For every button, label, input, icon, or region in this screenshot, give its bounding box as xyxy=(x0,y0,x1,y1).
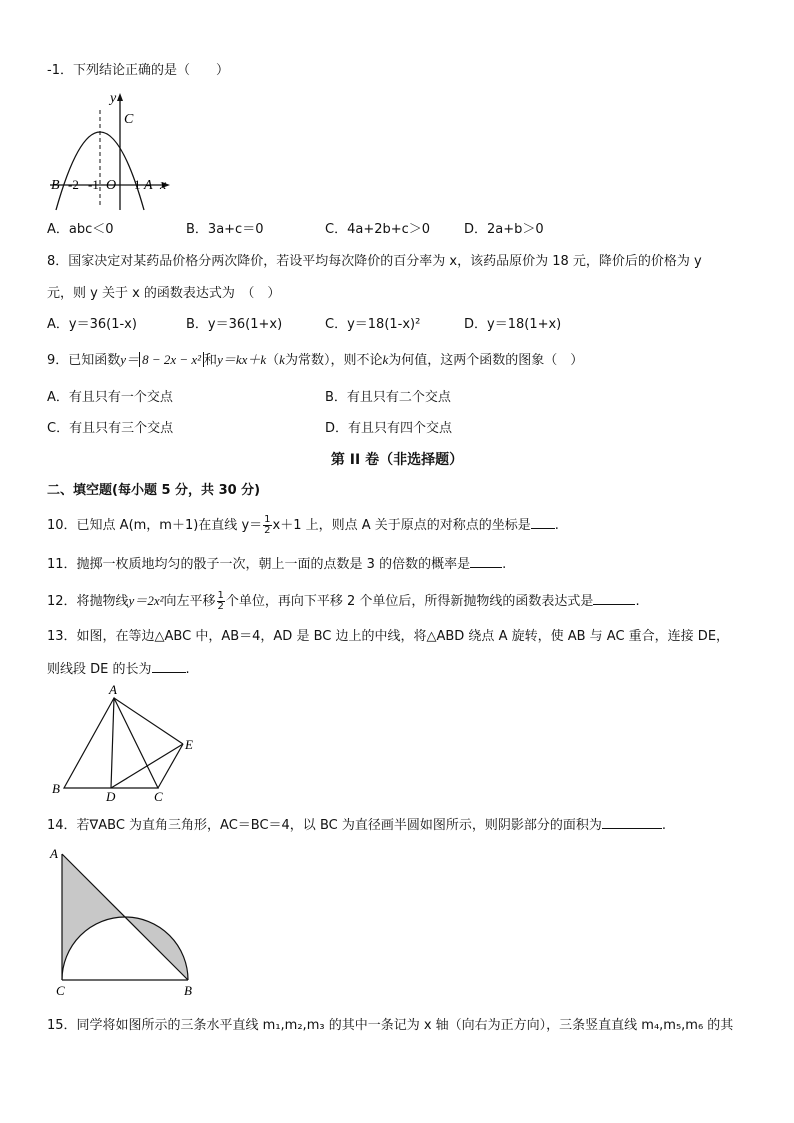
q13-line1: 13．如图，在等边△ABC 中，AB＝4，AD 是 BC 边上的中线，将△ABD 绕点 A 旋转，使 AB 与 AC 重合，连接 DE， xyxy=(47,629,730,644)
q13-segment-de xyxy=(111,744,183,788)
q7-label-B: B xyxy=(51,178,60,193)
q9-k1: k xyxy=(279,352,285,367)
q10-answer-blank[interactable] xyxy=(531,516,555,529)
q7-label-y: y xyxy=(110,91,117,106)
q9-option-a: A．有且只有一个交点 xyxy=(47,390,173,405)
q11-stem xyxy=(47,555,506,574)
q12-fraction-num: 1 xyxy=(217,590,224,601)
q14-text: 14．若∇ABC 为直角三角形，AC＝BC＝4，以 BC 为直径画半圆如图所示，则阴影部分的面积为 xyxy=(47,818,602,833)
q9-and: 和 xyxy=(204,353,218,368)
q13-end: . xyxy=(185,662,190,677)
q9-paren-open: （ xyxy=(266,353,280,368)
q13-segment-ce xyxy=(158,744,183,788)
q13-triangle-figure xyxy=(48,683,200,805)
q7-stem: -1．下列结论正确的是（ ） xyxy=(47,63,229,78)
q10-fraction-den: 2 xyxy=(264,525,271,536)
q7-option-a: A．abc＜0 xyxy=(47,222,114,237)
q8-option-a: A．y＝36(1-x) xyxy=(47,317,137,332)
q7-y-arrow xyxy=(117,93,123,101)
q13-answer-blank[interactable] xyxy=(152,660,186,673)
q7-option-d: D．2a+b＞0 xyxy=(464,222,544,237)
q10-stem xyxy=(47,515,559,536)
q13-label-B: B xyxy=(52,781,60,796)
q7-label-neg2: -2 xyxy=(68,177,79,192)
q12-fraction xyxy=(217,591,225,612)
q13-label-D: D xyxy=(106,789,116,804)
q14-answer-blank[interactable] xyxy=(602,816,662,829)
q15-stem: 15．同学将如图所示的三条水平直线 m₁,m₂,m₃ 的其中一条记为 x 轴（向右为正方向），三条竖直直线 m₄,m₅,m₆ 的其 xyxy=(47,1018,734,1033)
q12-answer-blank[interactable] xyxy=(593,592,635,605)
q9-option-d: D．有且只有四个交点 xyxy=(325,421,453,436)
q13-line2-wrap xyxy=(47,660,190,679)
q9-k2: k xyxy=(382,352,389,367)
q14-semicircle-figure xyxy=(46,842,206,1002)
q8-line1: 8．国家决定对某药品价格分两次降价，若设平均每次降价的百分率为 x，该药品原价为 18 元，降价后的价格为 y xyxy=(47,254,702,269)
q14-label-B: B xyxy=(184,983,192,998)
q13-label-A: A xyxy=(109,683,117,697)
q12-fraction-den: 2 xyxy=(217,601,224,612)
q7-label-O: O xyxy=(106,178,117,193)
q13-segment-ad xyxy=(111,698,114,788)
q9-stem xyxy=(47,351,583,370)
q8-option-b: B．y＝36(1+x) xyxy=(186,317,283,332)
q13-line2: 则线段 DE 的长为 xyxy=(47,662,152,677)
q8-option-d: D．y＝18(1+x) xyxy=(464,317,562,332)
q12-func: y＝2x² xyxy=(128,593,164,608)
q11-end: . xyxy=(502,557,507,572)
q12-stem xyxy=(47,591,640,612)
q8-line2: 元，则 y 关于 x 的函数表达式为 （ ） xyxy=(47,286,281,301)
q9-option-c: C．有且只有三个交点 xyxy=(47,421,174,436)
q12-end: . xyxy=(635,594,640,609)
q11-text: 11．抛掷一枚质地均匀的骰子一次，朝上一面的点数是 3 的倍数的概率是 xyxy=(47,557,471,572)
q14-label-A: A xyxy=(50,846,58,861)
q7-label-x: x xyxy=(160,178,167,193)
q10-end: . xyxy=(554,518,559,533)
q13-segment-ae xyxy=(114,698,183,744)
q7-parabola xyxy=(56,132,144,210)
q7-parabola-figure xyxy=(48,88,178,213)
q14-shaded-region-left xyxy=(62,854,125,980)
q7-option-c: C．4a+2b+c＞0 xyxy=(325,222,431,237)
q9-y2: y＝kx＋k xyxy=(217,352,267,367)
section-heading: 二、填空题(每小题 5 分，共 30 分) xyxy=(47,483,261,498)
section-title: 第 II 卷（非选择题） xyxy=(330,452,464,468)
q9-y1: y＝ xyxy=(120,352,140,367)
q9-const: 为常数），则不论 xyxy=(284,353,383,368)
q13-label-E: E xyxy=(185,737,193,752)
q14-stem xyxy=(47,816,666,835)
q9-option-b: B．有且只有二个交点 xyxy=(325,390,451,405)
q12-mid: 向左平移 xyxy=(163,594,216,609)
q10-after: x＋1 上，则点 A 关于原点的对称点的坐标是 xyxy=(272,518,531,533)
q12-after: 个单位，再向下平移 2 个单位后，所得新抛物线的函数表达式是 xyxy=(225,594,594,609)
q7-label-C: C xyxy=(124,112,134,127)
q12-before: 12．将抛物线 xyxy=(47,594,129,609)
q13-label-C: C xyxy=(154,789,163,804)
q7-label-1: 1 xyxy=(134,177,141,192)
q9-prefix: 9．已知函数 xyxy=(47,353,121,368)
q7-option-b: B．3a+c＝0 xyxy=(186,222,264,237)
q7-label-neg1: -1 xyxy=(88,177,99,192)
q10-before: 10．已知点 A(m，m＋1)在直线 y＝ xyxy=(47,518,263,533)
q10-fraction-num: 1 xyxy=(264,514,271,525)
q14-label-C: C xyxy=(56,983,65,998)
q8-option-c: C．y＝18(1-x)² xyxy=(325,317,421,332)
q9-suffix: 为何值，这两个函数的图象（ ） xyxy=(388,353,584,368)
q14-end: . xyxy=(661,818,666,833)
q9-abs-expression: 8 − 2x − x² xyxy=(139,352,204,367)
q10-fraction xyxy=(263,515,271,536)
q7-label-A: A xyxy=(144,178,153,193)
q11-answer-blank[interactable] xyxy=(470,555,502,568)
